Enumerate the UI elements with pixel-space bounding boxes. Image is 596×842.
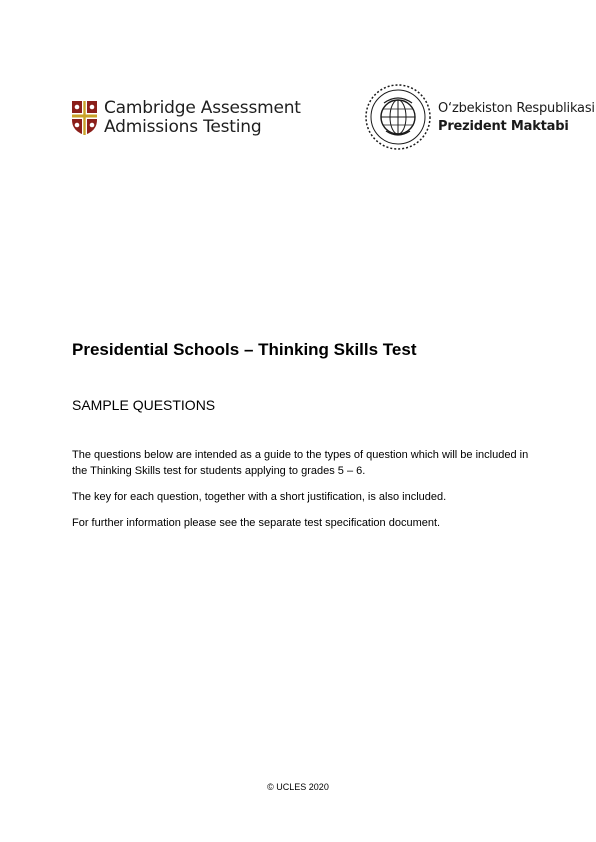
prezident-logo-line2: Prezident Maktabi [438, 118, 569, 134]
prezident-maktabi-logo [364, 83, 595, 151]
intro-paragraph: The questions below are intended as a guide to the types of question which will be included in the Thinking Skills test for students applying to grades 5 – 6. [72, 449, 529, 477]
document-subtitle: SAMPLE QUESTIONS [72, 397, 216, 413]
cambridge-assessment-logo [71, 100, 301, 136]
further-info-paragraph: For further information please see the separate test specification document. [72, 517, 441, 529]
cambridge-logo-line2: Admissions Testing [104, 117, 262, 137]
prezident-logo-line1: O‘zbekiston Respublikasi [438, 100, 595, 116]
copyright-footer: © UCLES 2020 [267, 782, 329, 792]
cambridge-shield-icon [71, 100, 98, 136]
cambridge-logo-line1: Cambridge Assessment [104, 98, 301, 118]
prezident-maktabi-seal-icon [364, 83, 432, 151]
key-paragraph: The key for each question, together with a short justification, is also included. [72, 491, 447, 503]
document-title: Presidential Schools – Thinking Skills Test [72, 340, 417, 359]
